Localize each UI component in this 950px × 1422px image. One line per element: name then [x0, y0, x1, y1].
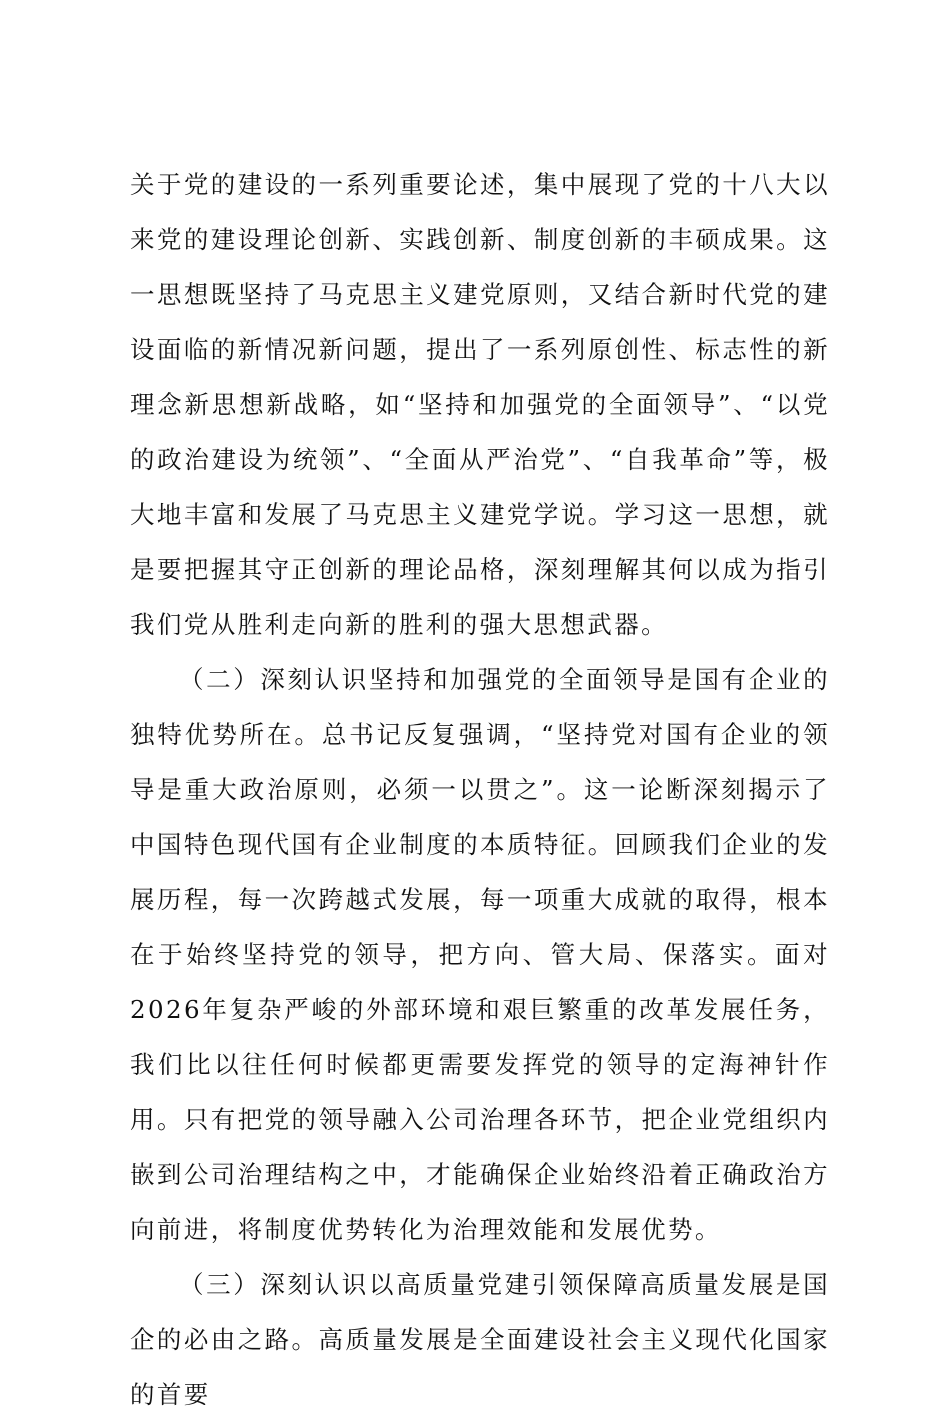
document-body [130, 157, 830, 1422]
paragraph-section-two: （二）深刻认识坚持和加强党的全面领导是国有企业的独特优势所在。总书记反复强调，“坚持党对国有企业的领导是重大政治原则，必须一以贯之”。这一论断深刻揭示了中国特色现代国有企业制度的本质特征。回顾我们企业的发展历程，每一次跨越式发展，每一项重大成就的取得，根本在于始终坚持党的领导，把方向、管大局、保落实。面对2026年复杂严峻的外部环境和艰巨繁重的改革发展任务，我们比以往任何时候都更需要发挥党的领导的定海神针作用。只有把党的领导融入公司治理各环节，把企业党组织内嵌到公司治理结构之中，才能确保企业始终沿着正确政治方向前进，将制度优势转化为治理效能和发展优势。 [130, 665, 830, 1244]
paragraph-section-three: （三）深刻认识以高质量党建引领保障高质量发展是国企的必由之路。高质量发展是全面建设社会主义现代化国家的首要 [130, 1270, 830, 1409]
paragraph-continued: 关于党的建设的一系列重要论述，集中展现了党的十八大以来党的建设理论创新、实践创新、制度创新的丰硕成果。这一思想既坚持了马克思主义建党原则，又结合新时代党的建设面临的新情况新问题，提出了一系列原创性、标志性的新理念新思想新战略，如“坚持和加强党的全面领导”、“以党的政治建设为统领”、“全面从严治党”、“自我革命”等，极大地丰富和发展了马克思主义建党学说。学习这一思想，就是要把握其守正创新的理论品格，深刻理解其何以成为指引我们党从胜利走向新的胜利的强大思想武器。 [130, 170, 830, 639]
